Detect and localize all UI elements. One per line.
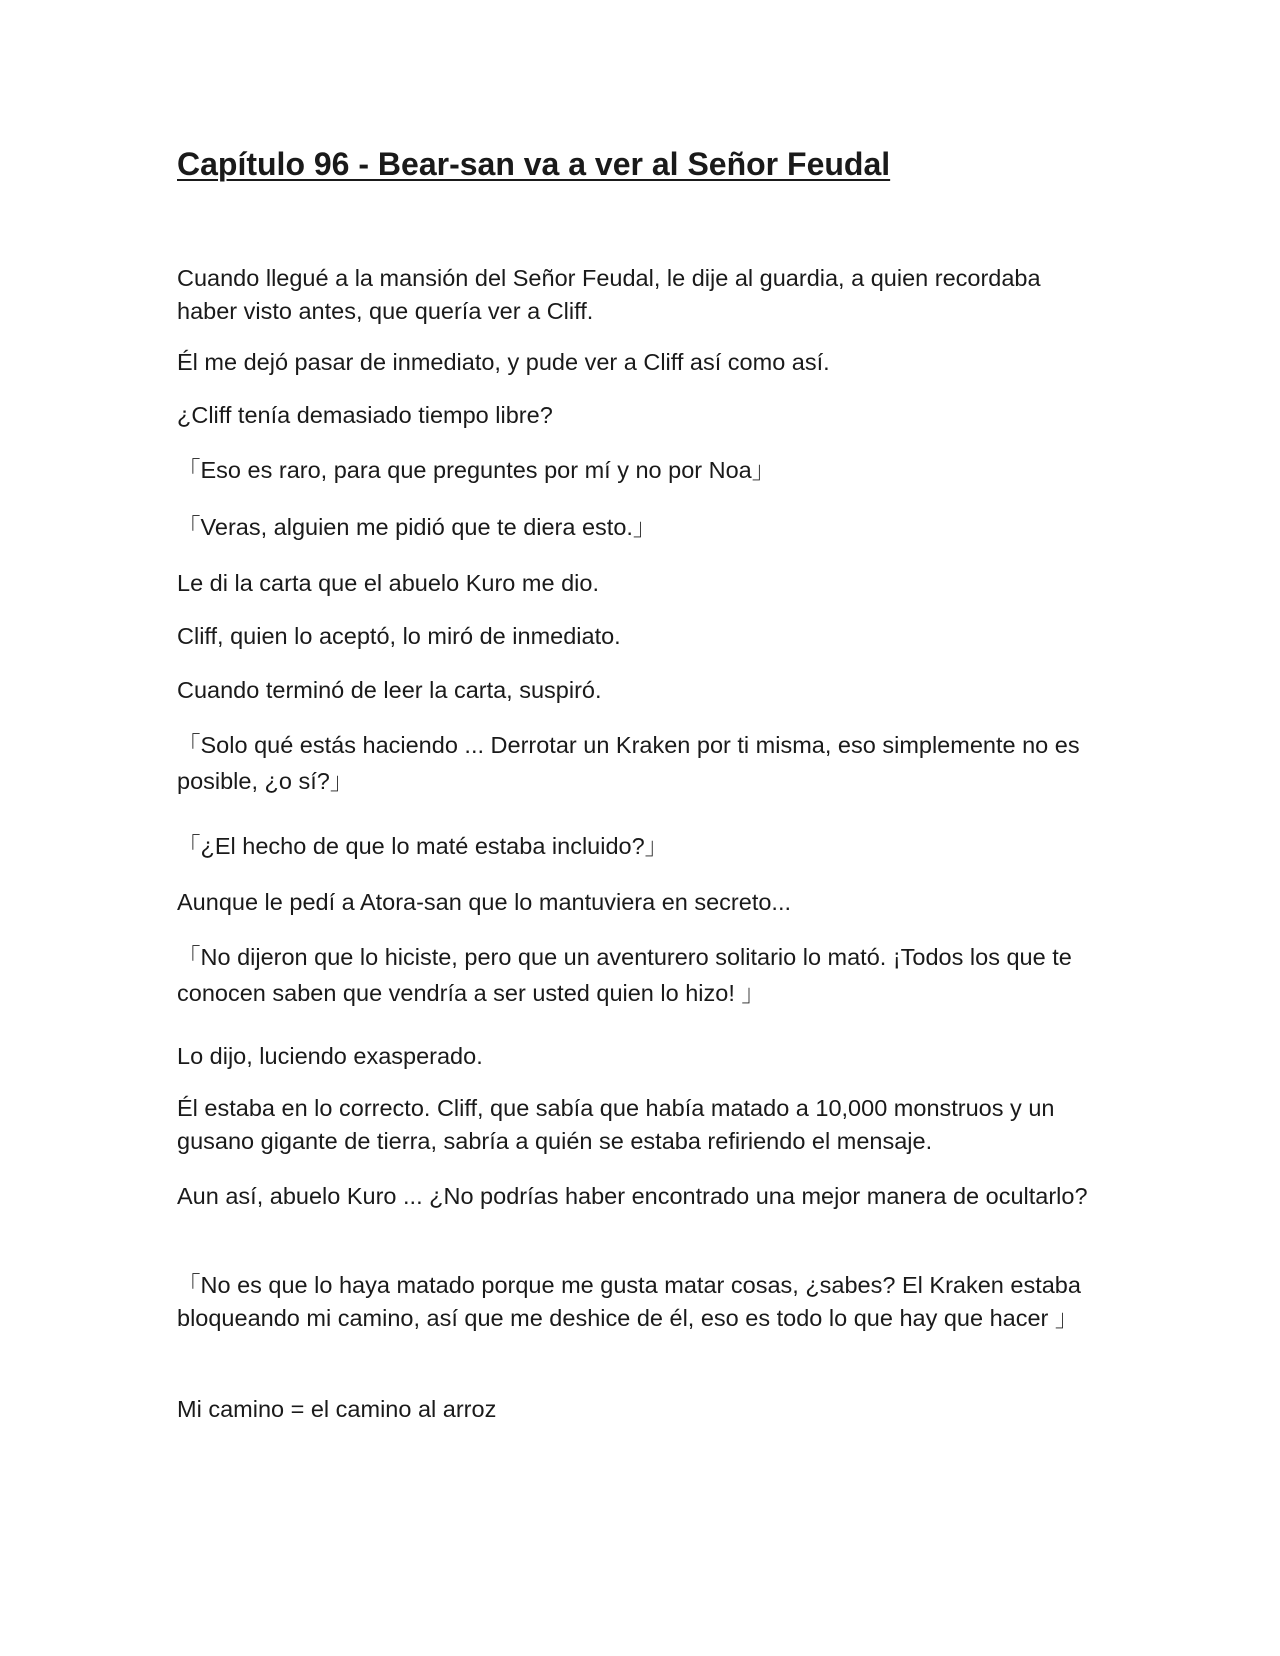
paragraph: ¿Cliff tenía demasiado tiempo libre? bbox=[177, 402, 553, 428]
chapter-title: Capítulo 96 - Bear-san va a ver al Señor Feudal bbox=[177, 146, 891, 182]
dialogue-paragraph: 「¿El hecho de que lo maté estaba incluido?」 bbox=[177, 833, 669, 859]
dialogue-paragraph: 「Eso es raro, para que preguntes por mí y no por Noa」 bbox=[177, 457, 776, 483]
dialogue-paragraph: 「Solo qué estás haciendo ... Derrotar un Kraken por ti misma, eso simplemente no es posible, ¿o sí?」 bbox=[177, 732, 1080, 794]
paragraph: Mi camino = el camino al arroz bbox=[177, 1396, 497, 1422]
paragraph: Lo dijo, luciendo exasperado. bbox=[177, 1043, 483, 1069]
paragraph: Cuando llegué a la mansión del Señor Feudal, le dije al guardia, a quien recordaba haber visto antes, que quería ver a Cliff. bbox=[177, 265, 1041, 324]
dialogue-paragraph: 「Veras, alguien me pidió que te diera esto.」 bbox=[177, 514, 657, 540]
paragraph: Le di la carta que el abuelo Kuro me dio. bbox=[177, 570, 599, 596]
paragraph: Cuando terminó de leer la carta, suspiró. bbox=[177, 677, 602, 703]
paragraph: Aun así, abuelo Kuro ... ¿No podrías haber encontrado una mejor manera de ocultarlo? bbox=[177, 1183, 1088, 1209]
dialogue-paragraph: 「No dijeron que lo hiciste, pero que un aventurero solitario lo mató. ¡Todos los que te conocen saben que vendría a ser usted quien lo hizo! 」 bbox=[177, 944, 1072, 1006]
paragraph: Él estaba en lo correcto. Cliff, que sabía que había matado a 10,000 monstruos y un gusano gigante de tierra, sabría a quién se estaba refiriendo el mensaje. bbox=[177, 1095, 1055, 1154]
paragraph: Cliff, quien lo aceptó, lo miró de inmediato. bbox=[177, 623, 621, 649]
dialogue-paragraph: 「No es que lo haya matado porque me gusta matar cosas, ¿sabes? El Kraken estaba bloqueando mi camino, así que me deshice de él, eso es todo lo que hay que hacer 」 bbox=[177, 1272, 1081, 1331]
paragraph: Él me dejó pasar de inmediato, y pude ver a Cliff así como así. bbox=[177, 349, 830, 375]
paragraph: Aunque le pedí a Atora-san que lo mantuviera en secreto... bbox=[177, 889, 792, 915]
